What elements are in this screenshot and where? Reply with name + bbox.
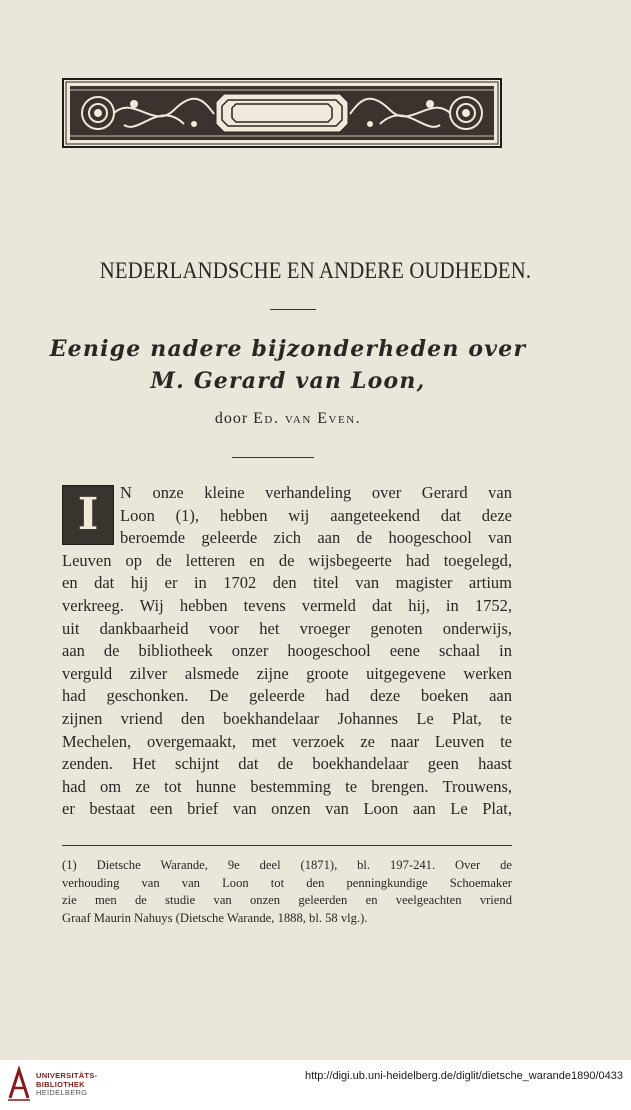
body-line: Loon (1), hebben wij aangeteekend dat deze: [120, 505, 512, 525]
body-line: er bestaat een brief van onzen van Loon aan Le Plat,: [62, 799, 512, 819]
body-line: Mechelen, overgemaakt, met verzoek ze naar Leuven te: [62, 731, 512, 751]
source-url-link[interactable]: http://digi.ub.uni-heidelberg.de/diglit/dietsche_warande1890/0433: [304, 1070, 623, 1082]
library-name-line-2: BIBLIOTHEK: [36, 1079, 85, 1089]
body-line: verguld zilver alsmede zijne groote uitgegevene werken: [62, 663, 512, 683]
body-paragraph: [62, 482, 512, 821]
footnote-line: Graaf Maurin Nahuys (Dietsche Warande, 1888, bl. 58 vlg.).: [62, 910, 368, 925]
byline: [0, 410, 576, 428]
body-line: en dat hij er in 1702 den titel van magister artium: [62, 573, 512, 593]
ornamental-banner-icon: [62, 78, 502, 148]
library-name[interactable]: [36, 1072, 97, 1098]
byline-author: Ed. van Even.: [253, 410, 362, 427]
article-title-line-2: M. Gerard van Loon,: [150, 368, 426, 394]
footnote: [62, 857, 512, 927]
article-title-line-1: Eenige nadere bijzonderheden over: [49, 336, 527, 362]
footnote-divider: [62, 845, 512, 846]
byline-prefix: door: [214, 410, 249, 427]
body-line: uit dankbaarheid voor het vroeger genoten onderwijs,: [62, 618, 512, 638]
library-name-line-1: UNIVERSITÄTS-: [36, 1071, 98, 1080]
body-line: verkreeg. Wij hebben tevens vermeld dat hij, in 1752,: [62, 595, 512, 615]
initial-letter: I: [77, 489, 99, 540]
footnote-line: (1) Dietsche Warande, 9e deel (1871), bl. 197-241. Over de: [62, 858, 512, 872]
byline-divider: [232, 457, 314, 458]
university-library-logo-icon[interactable]: [6, 1066, 32, 1102]
body-line: zijnen vriend den boekhandelaar Johannes Le Plat, te: [62, 708, 512, 728]
footnote-line: verhouding van van Loon tot den penningkundige Schoemaker: [62, 875, 512, 890]
section-headline: NEDERLANDSCHE EN ANDERE OUDHEDEN.: [99, 258, 532, 283]
body-line: zenden. Het schijnt dat de boekhandelaar geen haast: [62, 754, 512, 774]
body-line: beroemde geleerde zich aan de hoogeschool van: [120, 528, 512, 548]
body-line: Leuven op de letteren en de wijsbegeerte had toegelegd,: [62, 550, 512, 570]
title-divider: [270, 309, 316, 310]
body-line: had geschonken. De geleerde had deze boeken aan: [62, 686, 512, 706]
footnote-line: zie men de studie van onzen geleerden en veelgeachten vriend: [62, 893, 512, 907]
body-line: aan de bibliotheek onzer hoogeschool eene schaal in: [62, 641, 512, 661]
body-line: N onze kleine verhandeling over Gerard van: [120, 483, 512, 502]
body-line: had om ze tot hunne bestemming te brengen. Trouwens,: [62, 776, 512, 796]
library-name-line-3: HEIDELBERG: [36, 1088, 88, 1098]
